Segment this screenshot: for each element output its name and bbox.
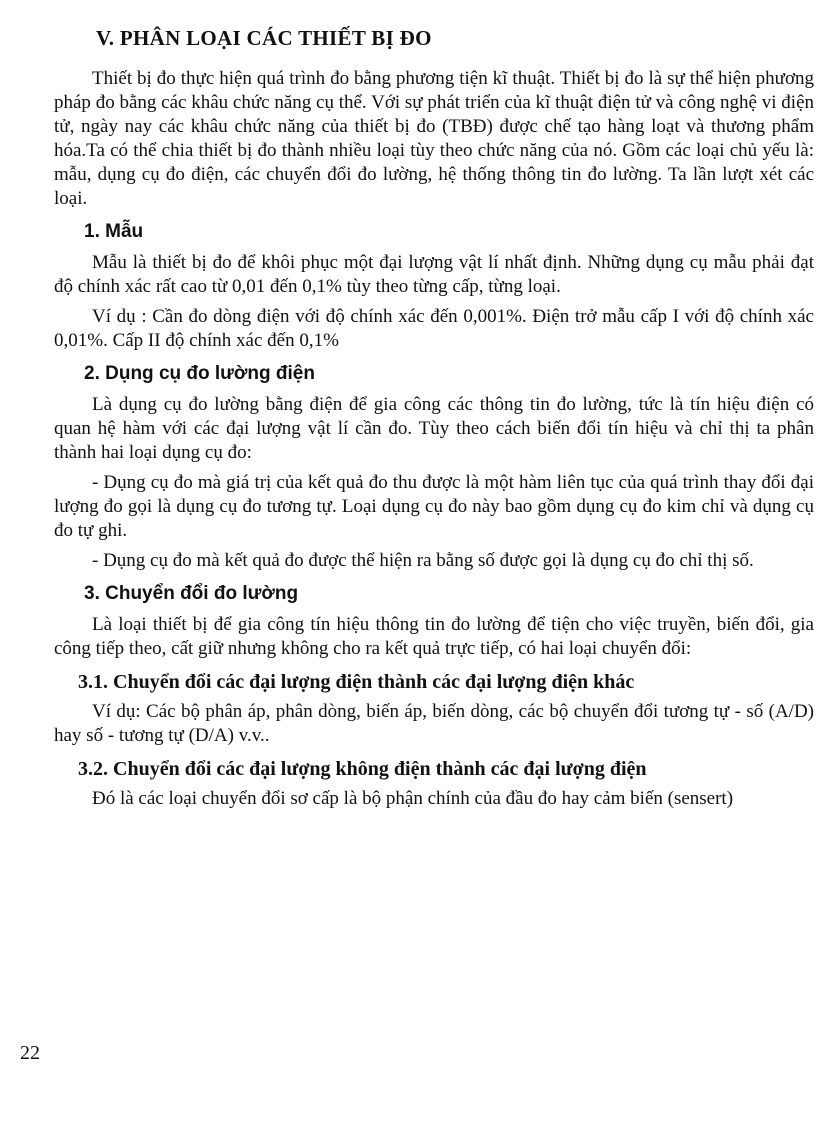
section-2-title: 2. Dụng cụ đo lường điện bbox=[84, 363, 315, 384]
page-number: 22 bbox=[20, 1042, 40, 1064]
section-1-paragraph-2: Ví dụ : Cần đo dòng điện với độ chính xác đến 0,001%. Điện trở mẫu cấp I với độ chính xác 0,01%. Cấp II độ chính xác đến 0,1% bbox=[54, 306, 814, 351]
section-heading: V. PHÂN LOẠI CÁC THIẾT BỊ ĐO bbox=[96, 26, 432, 50]
section-1-title: 1. Mẫu bbox=[84, 221, 144, 242]
subsection-3-2-title: 3.2. Chuyển đổi các đại lượng không điện thành các đại lượng điện bbox=[78, 758, 647, 780]
section-2-paragraph-1: Là dụng cụ đo lường bằng điện để gia công các thông tin đo lường, tức là tín hiệu điện có quan hệ hàm với các đại lượng vật lí cần đo. Tùy theo cách biến đổi tín hiệu và chỉ thị ta phân thành hai loại dụng cụ đo: bbox=[54, 394, 814, 463]
subsection-3-1-text: Ví dụ: Các bộ phân áp, phân dòng, biến áp, biến dòng, các bộ chuyển đổi tương tự - số (A/D) hay số - tương tự (D/A) v.v.. bbox=[54, 701, 814, 746]
subsection-3-2-text: Đó là các loại chuyển đổi sơ cấp là bộ phận chính của đầu đo hay cảm biến (sensert) bbox=[92, 788, 734, 809]
intro-paragraph: Thiết bị đo thực hiện quá trình đo bằng phương tiện kĩ thuật. Thiết bị đo là sự thể hiện phương pháp đo bằng các khâu chức năng cụ thể. Với sự phát triển của kĩ thuật điện tử và công nghệ vi điện tử, ngày nay các khâu chức năng của thiết bị đo (TBĐ) được chế tạo hàng loạt và thương phẩm hóa.Ta có thể chia thiết bị đo thành nhiều loại tùy theo chức năng của nó. Gồm các loại chủ yếu là: mẫu, dụng cụ đo điện, các chuyển đổi đo lường, hệ thống thông tin đo lường. Ta lần lượt xét các loại. bbox=[54, 68, 814, 209]
page-content bbox=[54, 26, 814, 817]
section-1-paragraph-1: Mẫu là thiết bị đo để khôi phục một đại lượng vật lí nhất định. Những dụng cụ mẫu phải đạt độ chính xác rất cao từ 0,01 đến 0,1% tùy theo từng cấp, từng loại. bbox=[54, 252, 814, 297]
section-3-title: 3. Chuyển đổi đo lường bbox=[84, 583, 299, 604]
section-2-paragraph-3: - Dụng cụ đo mà kết quả đo được thể hiện ra bằng số được gọi là dụng cụ đo chỉ thị số. bbox=[92, 550, 754, 571]
subsection-3-1-title: 3.1. Chuyển đổi các đại lượng điện thành các đại lượng điện khác bbox=[78, 671, 635, 693]
section-2-paragraph-2: - Dụng cụ đo mà giá trị của kết quả đo thu được là một hàm liên tục của quá trình thay đổi đại lượng đo gọi là dụng cụ đo tương tự. Loại dụng cụ đo này bao gồm dụng cụ đo kim chỉ và dụng cụ đo tự ghi. bbox=[54, 472, 814, 541]
section-3-paragraph-1: Là loại thiết bị để gia công tín hiệu thông tin đo lường để tiện cho việc truyền, biến đổi, gia công tiếp theo, cất giữ nhưng không cho ra kết quả trực tiếp, có hai loại chuyển đổi: bbox=[54, 614, 814, 659]
